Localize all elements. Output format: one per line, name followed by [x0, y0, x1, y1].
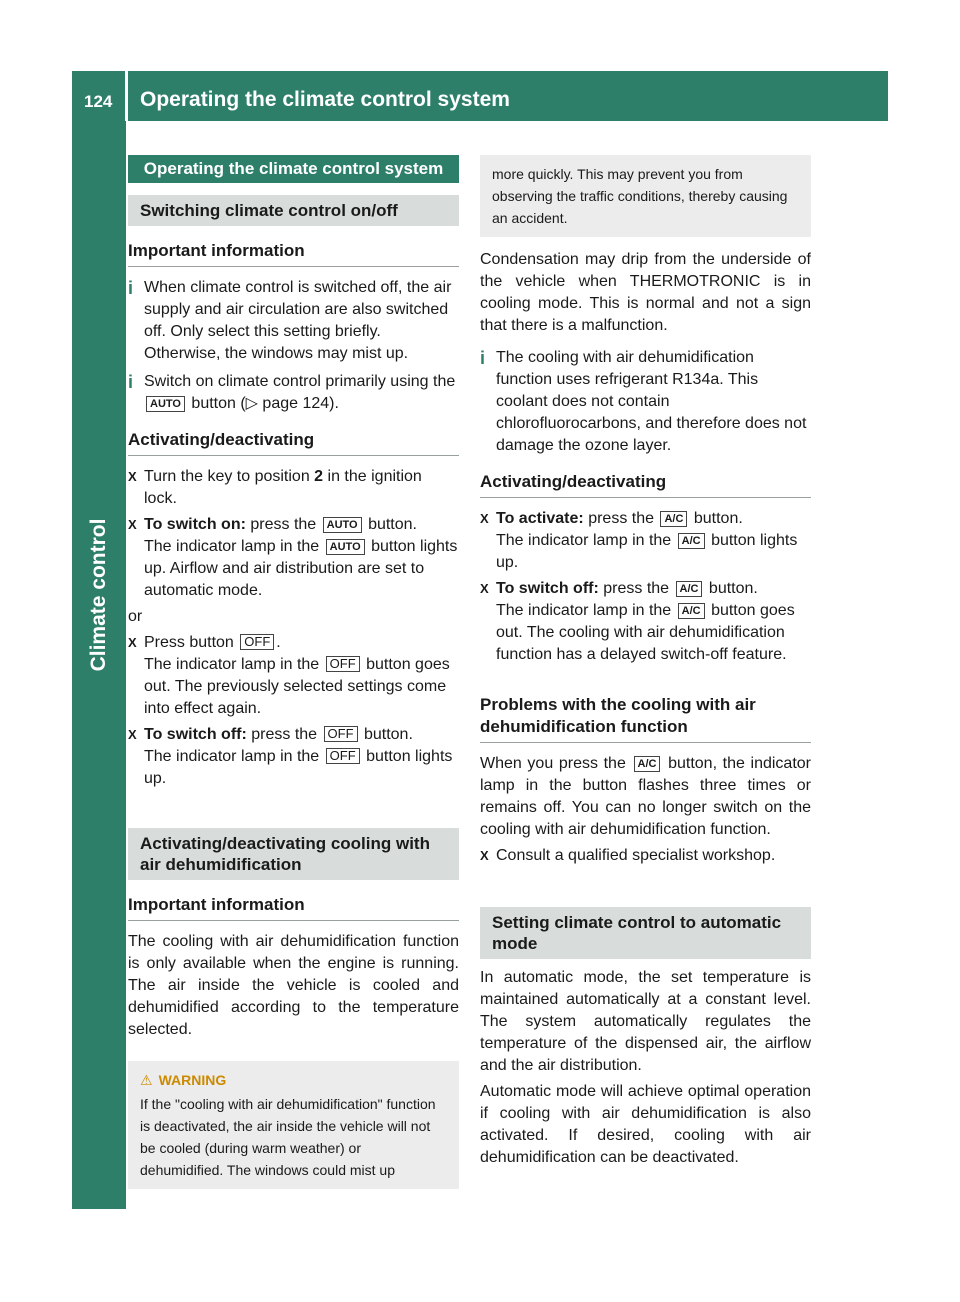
step	[128, 724, 459, 790]
subsection-cooling: Activating/deactivating cooling with air dehumidification	[128, 828, 459, 880]
info-text: When climate control is switched off, the air supply and air circulation are also switched off. Only select this setting briefly. Otherwise, the windows may mist up.	[144, 279, 452, 362]
step-label: To switch on:	[144, 516, 246, 533]
text: button.	[368, 516, 417, 533]
step	[480, 578, 811, 666]
text: button goes out. The cooling with air dehumidification function has a delayed switch-off feature.	[496, 602, 795, 663]
step-arrow-icon: X	[480, 511, 489, 526]
subsection-automatic-mode: Setting climate control to automatic mode	[480, 907, 811, 959]
heading-activating: Activating/deactivating	[128, 429, 459, 456]
info-text: The cooling with air dehumidification function uses refrigerant R134a. This coolant does not contain chlorofluorocarbons, and therefore does not damage the ozone layer.	[496, 349, 807, 454]
step-arrow-icon: X	[480, 848, 489, 863]
step-label: To activate:	[496, 510, 584, 527]
ac-button-icon: A/C	[678, 533, 705, 549]
auto-button-icon: AUTO	[326, 539, 365, 555]
right-column	[480, 155, 811, 1173]
paragraph	[480, 753, 811, 841]
info-icon: i	[480, 348, 486, 368]
off-button-icon: OFF	[240, 634, 274, 650]
off-button-icon: OFF	[324, 726, 358, 742]
ac-button-icon: A/C	[678, 603, 705, 619]
text: The indicator lamp in the	[144, 748, 320, 765]
heading-important-information: Important information	[128, 240, 459, 267]
ac-button-icon: A/C	[634, 756, 661, 772]
step	[128, 514, 459, 602]
paragraph: Condensation may drip from the underside of the vehicle when THERMOTRONIC is in cooling mode. This is normal and not a sign that there is a malfunction.	[480, 251, 811, 334]
off-button-icon: OFF	[326, 748, 360, 764]
text: The indicator lamp in the	[496, 602, 672, 619]
step-arrow-icon: X	[128, 517, 137, 532]
paragraph: The cooling with air dehumidification function is only available when the engine is running. The air inside the vehicle is cooled and dehumidified according to the temperature selected.	[128, 933, 459, 1038]
step-text	[496, 578, 811, 666]
text: in the ignition lock.	[144, 468, 422, 507]
text: press the	[250, 516, 317, 533]
warning-title	[140, 1069, 447, 1091]
step-text	[144, 466, 459, 510]
step-arrow-icon: X	[128, 727, 137, 742]
page-number: 124	[84, 92, 113, 111]
heading-important-information: Important information	[128, 894, 459, 921]
text: button goes out. The previously selected settings come into effect again.	[144, 656, 450, 717]
paragraph: In automatic mode, the set temperature is maintained automatically at a constant level. The system automatically regulates the temperature of the dispensed air, the airflow and the air distribution.	[480, 969, 811, 1074]
step-arrow-icon: X	[128, 635, 137, 650]
step-label: To switch off:	[496, 580, 599, 597]
text: button.	[708, 580, 758, 597]
text: .	[276, 634, 281, 651]
ac-button-icon: A/C	[676, 581, 703, 597]
step-text	[144, 514, 459, 602]
heading-activating: Activating/deactivating	[480, 471, 811, 498]
heading-problems: Problems with the cooling with air dehumidification function	[480, 694, 811, 743]
text: button lights up.	[144, 748, 453, 787]
section-title: Operating the climate control system	[128, 155, 459, 183]
step-text	[144, 724, 459, 790]
text: press the	[251, 726, 318, 743]
off-button-icon: OFF	[326, 656, 360, 672]
warning-text: If the "cooling with air dehumidification" function is deactivated, the air inside the vehicle will not be cooled (during warm weather) or dehumidified. The windows could mist up	[140, 1096, 436, 1178]
text: button.	[363, 726, 413, 743]
ac-button-icon: A/C	[660, 511, 687, 527]
text: Switch on climate control primarily using the	[144, 373, 456, 390]
info-icon: i	[128, 372, 134, 392]
text: The indicator lamp in the	[144, 538, 320, 555]
step-text: Consult a qualified specialist workshop.	[496, 847, 776, 864]
text: button, the indicator lamp in the button flashes three times or remains off. You can no longer switch on the cooling with air dehumidification function.	[480, 755, 812, 838]
step-text	[144, 632, 459, 720]
position-value: 2	[314, 468, 324, 485]
header-divider	[125, 71, 128, 121]
auto-button-icon: AUTO	[323, 517, 362, 533]
info-note	[480, 347, 811, 457]
text: When you press the	[480, 755, 626, 772]
step-label: To switch off:	[144, 726, 247, 743]
text: press the	[603, 580, 670, 597]
warning-title-text: WARNING	[158, 1072, 227, 1088]
text: Press button	[144, 634, 234, 651]
text: button.	[693, 510, 743, 527]
info-text	[144, 371, 459, 415]
auto-button-icon: AUTO	[146, 396, 185, 412]
paragraph: Automatic mode will achieve optimal operation if cooling with air dehumidification is also activated. If desired, cooling with air dehumidification can be deactivated.	[480, 1083, 811, 1166]
info-note	[128, 277, 459, 365]
subsection-switching: Switching climate control on/off	[128, 195, 459, 226]
warning-box	[128, 1061, 459, 1189]
step-text	[496, 508, 811, 574]
step-arrow-icon: X	[480, 581, 489, 596]
warning-triangle-icon: ⚠	[140, 1072, 153, 1088]
left-column	[128, 155, 459, 1189]
text: button (▷ page 124).	[191, 395, 339, 412]
warning-box-continued: more quickly. This may prevent you from observing the traffic conditions, thereby causing an accident.	[480, 155, 811, 237]
text: button lights up. Airflow and air distribution are set to automatic mode.	[144, 538, 458, 599]
step	[128, 466, 459, 510]
text: press the	[588, 510, 654, 527]
step	[128, 632, 459, 720]
step	[480, 508, 811, 574]
side-tab-label: Climate control	[87, 518, 110, 672]
step	[480, 845, 811, 867]
info-note	[128, 371, 459, 415]
step-arrow-icon: X	[128, 469, 137, 484]
text: button lights up.	[496, 532, 798, 571]
or-text: or	[128, 608, 143, 625]
header-title: Operating the climate control system	[140, 88, 510, 111]
text: Turn the key to position	[144, 468, 310, 485]
info-icon: i	[128, 278, 134, 298]
text: The indicator lamp in the	[496, 532, 672, 549]
text: The indicator lamp in the	[144, 656, 320, 673]
